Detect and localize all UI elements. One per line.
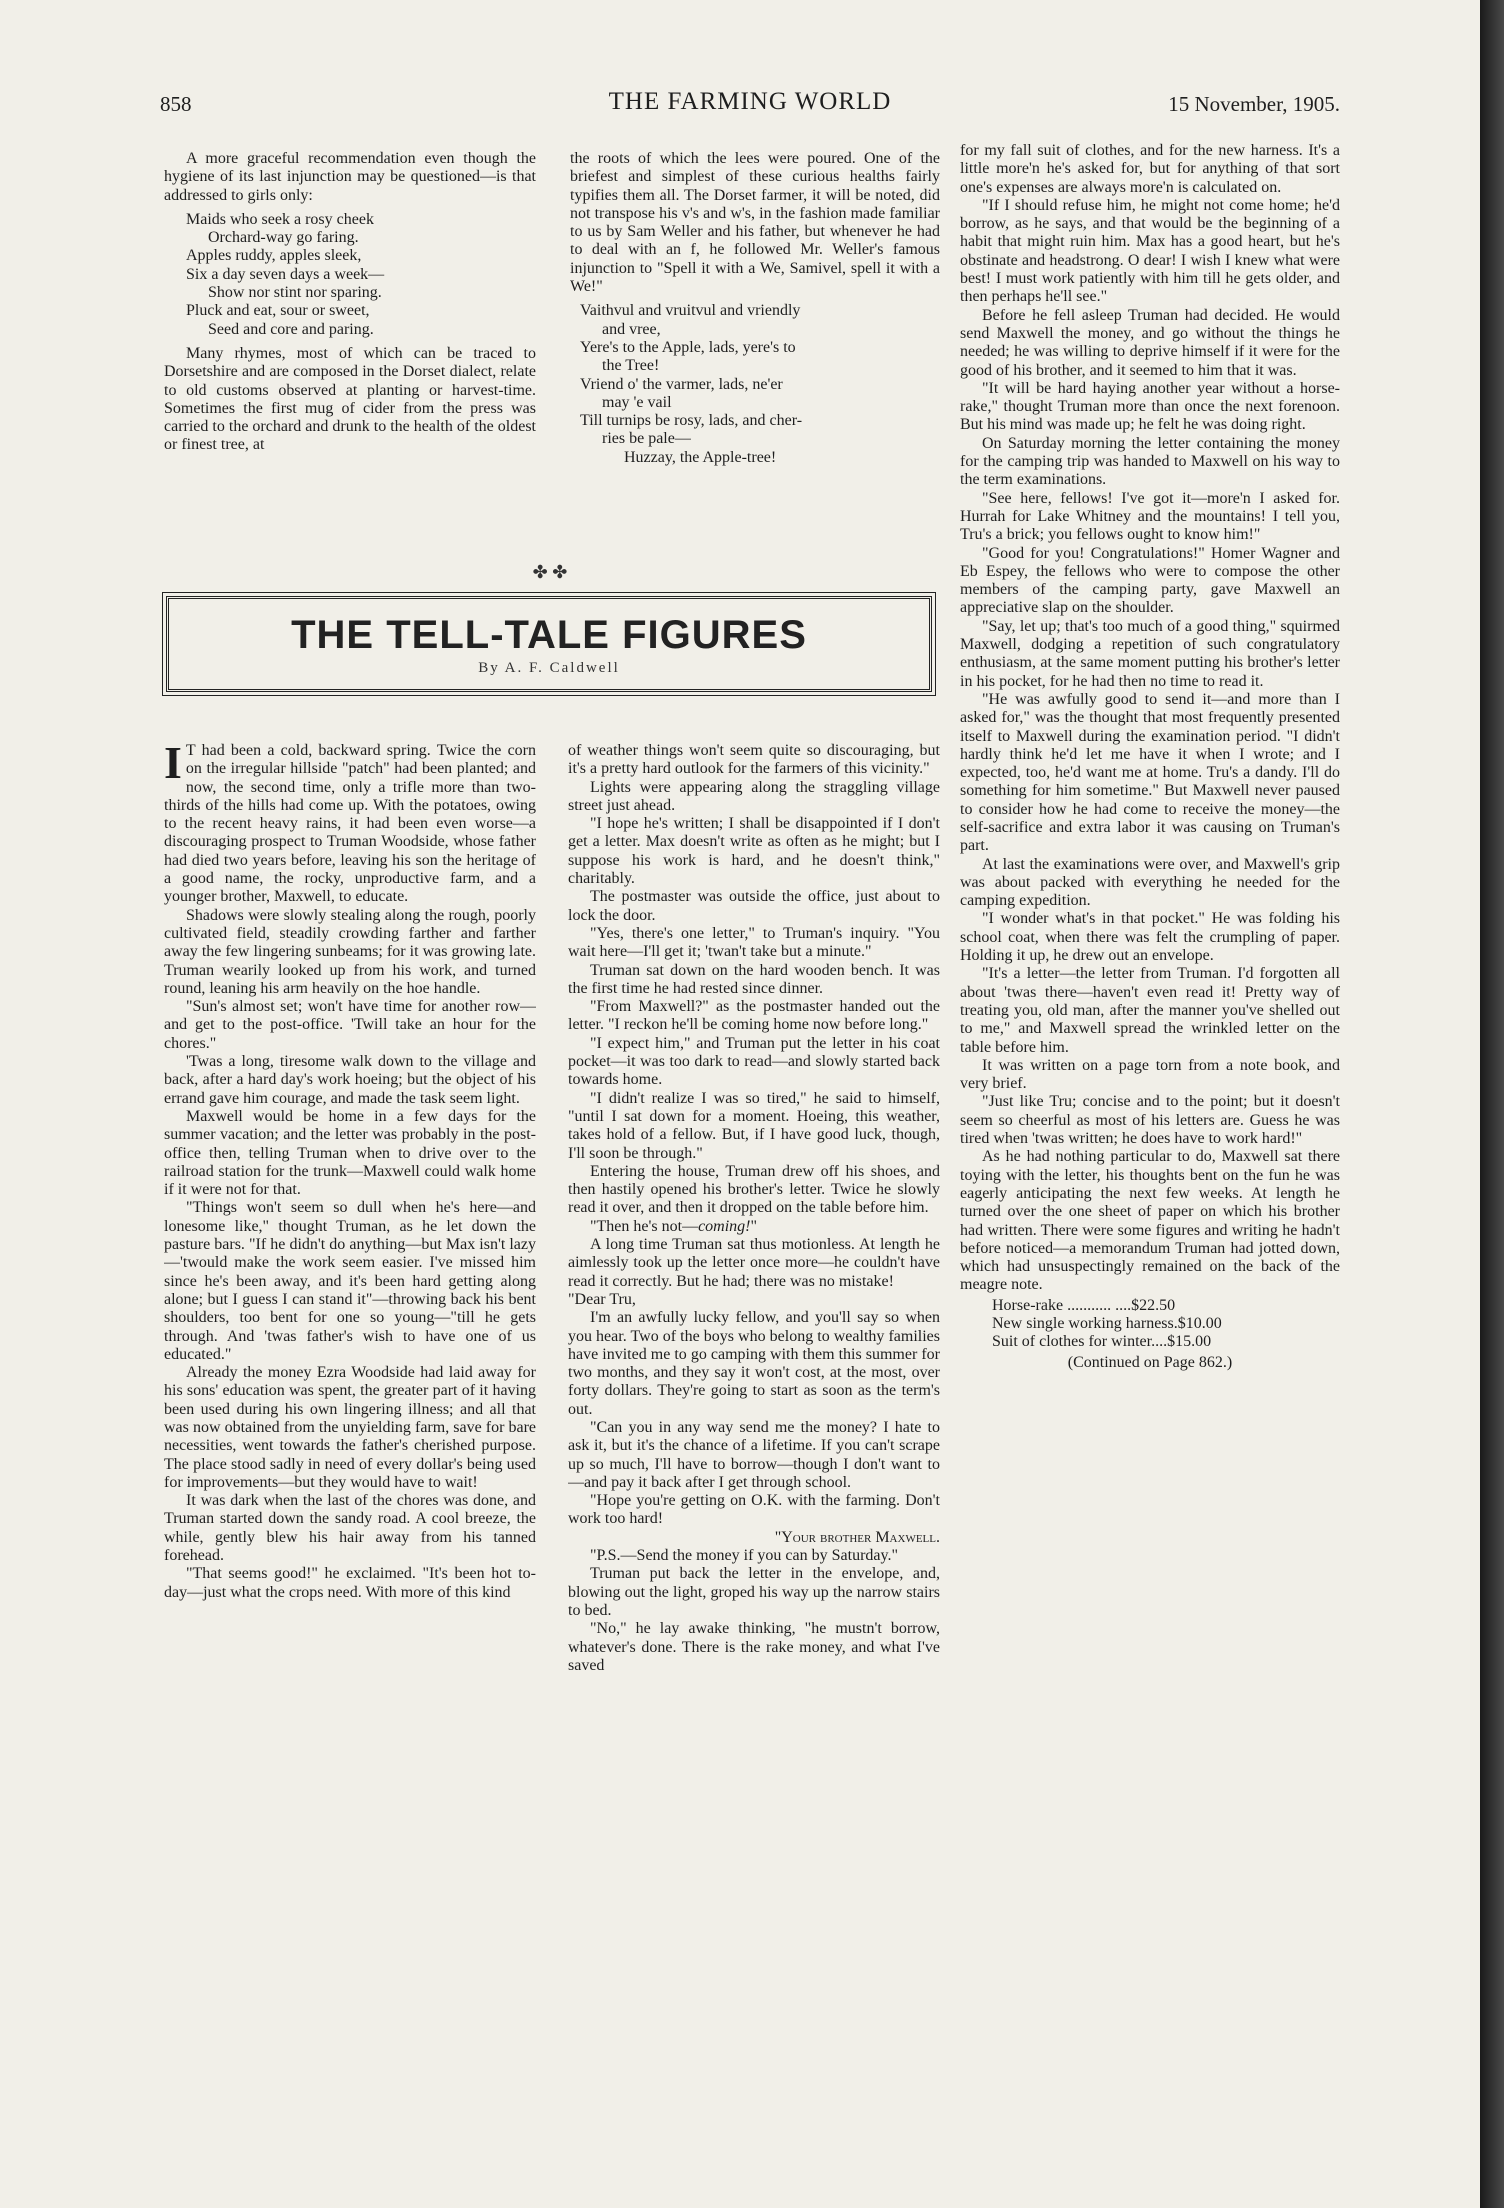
issue-date: 15 November, 1905.: [1168, 92, 1340, 116]
paragraph-text: T had been a cold, backward spring. Twice the corn on the irregular hillside "patch" had been planted; and now, the second time, only a trifle more than two-thirds of the hills had come up. With the potatoes, owing to the recent heavy rains, it had been even worse—a discouraging prospect to Truman Woodside, whose father had died two years before, leaving his son the heritage of a good name, the rocky, unproductive farm, and a younger brother, Maxwell, to educate.: [164, 742, 536, 906]
letter-salutation: "Dear Tru,: [568, 1290, 636, 1308]
paragraph: "Can you in any way send me the money? I hate to ask it, but it's the chance of a lifetime. If you can't scrape up so much, I'll have to borrow—though I don't want to—and pay it back after I get through school.: [568, 1418, 940, 1491]
paragraph: "Good for you! Congratulations!" Homer Wagner and Eb Espey, the fellows who were to compose the other members of the camping party, gave Maxwell an appreciative slap on the shoulder.: [960, 544, 1340, 617]
poem-line: Apples ruddy, apples sleek,: [186, 247, 362, 265]
paragraph: Shadows were slowly stealing along the rough, poorly cultivated field, steadily crowding farther and farther away the few lingering sunbeams; for it was growing late. Truman wearily looked up from his work, and turned round, leaning his arm heavily on the hoe handle.: [164, 906, 536, 997]
paragraph: [164, 742, 536, 907]
magazine-title: THE FARMING WORLD: [608, 88, 892, 115]
paragraph: Truman put back the letter in the envelope, and, blowing out the light, groped his way up the narrow stairs to bed.: [568, 1565, 940, 1619]
paragraph: "If I should refuse him, he might not come home; he'd borrow, as he says, and that would be the beginning of a habit that might ruin him. Max has a good heart, but he's obstinate and headstrong. O dear! I wish I knew what were best! I must work patiently with him till he gets older, and then perhaps he'll see.": [960, 196, 1340, 306]
poem-line: ries be pale—: [602, 430, 691, 448]
paragraph: "He was awfully good to send it—and more than I asked for," was the thought that most frequently presented itself to Maxwell during the examination period. "I didn't hardly think he'd let me have it when I wrote; and I expected, too, he'd want me at home. Tru's a dandy. I'll do something for him sometime." But Maxwell never paused to consider how he had come to receive the money—the self-sacrifice and extra labor it was causing on Truman's part.: [960, 690, 1340, 855]
paragraph: I'm an awfully lucky fellow, and you'll say so when you hear. Two of the boys who belong to wealthy families have invited me to go camping with them this summer for two months, and they say it won't cost, at the most, over forty dollars. They're going to start as soon as the term's out.: [568, 1309, 940, 1418]
continued-notice: (Continued on Page 862.): [1067, 1353, 1233, 1371]
poem-line: Seed and core and paring.: [208, 320, 374, 338]
paragraph: At last the examinations were over, and Maxwell's grip was about packed with everything he needed for the camping expedition.: [960, 855, 1340, 910]
top-article-column-1: [164, 150, 536, 570]
story-column-left: [164, 742, 536, 2084]
story-title-box: [166, 596, 932, 692]
poem-line: Yere's to the Apple, lads, yere's to: [580, 338, 796, 356]
paragraph: The postmaster was outside the office, just about to lock the door.: [568, 888, 940, 924]
paragraph: for my fall suit of clothes, and for the new harness. It's a little more'n he's asked for, but for anything of that sort one's expenses are always more'n is calculated on.: [960, 142, 1340, 196]
poem-line: and vree,: [602, 320, 661, 338]
poem-line: the Tree!: [602, 357, 660, 375]
paragraph: "I expect him," and Truman put the letter in his coat pocket—it was too dark to read—and slowly started back towards home.: [568, 1034, 940, 1089]
paragraph: On Saturday morning the letter containing the money for the camping trip was handed to Maxwell on his way to the term examinations.: [960, 434, 1340, 489]
paragraph: "I didn't realize I was so tired," he said to himself, "until I sat down for a moment. Hoeing, this weather, takes hold of a fellow. But, if I have good luck, though, I'll soon be through.": [568, 1089, 940, 1162]
paragraph: Lights were appearing along the straggling village street just ahead.: [568, 778, 940, 814]
paragraph: "That seems good!" he exclaimed. "It's been hot to-day—just what the crops need. With more of this kind: [164, 1565, 536, 1601]
poem-line: Huzzay, the Apple-tree!: [624, 448, 777, 466]
paragraph: A more graceful recommendation even though the hygiene of its last injunction may be questioned—is that addressed to girls only:: [164, 150, 536, 204]
running-header: [160, 88, 1340, 124]
text: "Then he's not—: [590, 1217, 699, 1235]
paragraph: "From Maxwell?" as the postmaster handed out the letter. "I reckon he'll be coming home now before long.": [568, 998, 940, 1034]
paragraph: "Hope you're getting on O.K. with the farming. Don't work too hard!: [568, 1492, 940, 1528]
paragraph: "No," he lay awake thinking, "he mustn't borrow, whatever's done. There is the rake money, and what I've saved: [568, 1620, 940, 1674]
paragraph: Entering the house, Truman drew off his shoes, and then hastily opened his brother's letter. Twice he slowly read it over, and then it dropped on the table before him.: [568, 1162, 940, 1217]
top-article-column-2: [570, 150, 940, 570]
poem-line: may 'e vail: [602, 393, 672, 411]
letter-signature: "Your brother Maxwell.: [774, 1528, 940, 1546]
paragraph: "See here, fellows! I've got it—more'n I asked for. Hurrah for Lake Whitney and the mountains! I tell you, Tru's a brick; you fellows ought to know him!": [960, 489, 1340, 544]
story-title: THE TELL-TALE FIGURES: [291, 613, 807, 657]
paragraph: "Yes, there's one letter," to Truman's inquiry. "You wait here—I'll get it; 'twan't take but a minute.": [568, 924, 940, 961]
poem-line: Show nor stint nor sparing.: [208, 284, 382, 302]
paragraph: Already the money Ezra Woodside had laid away for his sons' education was spent, the greater part of it having been used during his own lingering illness; and all that was now obtained from the unyielding farm, save for bare necessities, went towards the father's cherished purpose. The place stood sadly in need of every dollar's being used for improvements—but they would have to wait!: [164, 1364, 536, 1491]
poem-dorset: [580, 302, 940, 467]
page-edge-shadow: [1480, 0, 1504, 2208]
story-column-middle: [568, 742, 940, 2084]
paragraph: "It will be hard haying another year without a horse-rake," thought Truman more than once the next forenoon. But his mind was made up; he felt he was doing right.: [960, 379, 1340, 434]
paragraph: 'Twas a long, tiresome walk down to the village and back, after a hard day's work hoeing; but the object of his errand gave him courage, and made the task seem light.: [164, 1053, 536, 1107]
story-column-right: [960, 142, 1340, 1968]
paragraph: of weather things won't seem quite so discouraging, but it's a pretty hard outlook for the farmers of this vicinity.": [568, 742, 940, 778]
poem-line: Pluck and eat, sour or sweet,: [186, 302, 370, 320]
paragraph: "Say, let up; that's too much of a good thing," squirmed Maxwell, dodging a repetition of such congratulatory enthusiasm, at the same moment putting his brother's letter in his pocket, for he had then no time to read it.: [960, 617, 1340, 690]
poem-line: Six a day seven days a week—: [186, 265, 385, 283]
poem-line: Orchard-way go faring.: [208, 229, 359, 247]
poem-line: Till turnips be rosy, lads, and cher-: [580, 412, 803, 430]
paragraph: "I hope he's written; I shall be disappointed if I don't get a letter. Max doesn't write as often as he might; but I suppose his work is hard, and he doesn't think," charitably.: [568, 815, 940, 888]
paragraph: It was dark when the last of the chores was done, and Truman started down the sandy road. A cool breeze, the while, gently blew his hair away from his tanned forehead.: [164, 1492, 536, 1565]
page-number: 858: [160, 92, 192, 116]
paragraph: Many rhymes, most of which can be traced to Dorsetshire and are composed in the Dorset dialect, relate to old customs observed at planting or harvest-time. Sometimes the first mug of cider from the press was carried to the orchard and drunk to the health of the oldest or finest tree, at: [164, 344, 536, 454]
section-ornament: ✤ ✤: [532, 562, 568, 582]
paragraph: "Just like Tru; concise and to the point; but it doesn't seem so cheerful as most of his letters are. Guess he was tired when 'twas written; he does have to work hard!": [960, 1093, 1340, 1148]
paragraph: "P.S.—Send the money if you can by Saturday.": [590, 1547, 898, 1565]
paragraph: It was written on a page torn from a note book, and very brief.: [960, 1056, 1340, 1093]
text: ": [750, 1217, 758, 1235]
paragraph: As he had nothing particular to do, Maxwell sat there toying with the letter, his thoughts bent on the fun he was eagerly anticipating the next few weeks. At length he turned over the one sheet of paper on which his brother had written. There were some figures and writing he hadn't before noticed—a memorandum Truman had jotted down, which had unsuspectingly remained on the back of the meagre note.: [960, 1148, 1340, 1294]
paragraph: Maxwell would be home in a few days for the summer vacation; and the letter was probably in the post-office then, telling Truman when to drive over to the railroad station for the trunk—Maxwell could walk home if it were not for that.: [164, 1107, 536, 1199]
memorandum: [960, 1297, 1340, 1352]
poem-line: Vriend o' the varmer, lads, ne'er: [580, 375, 783, 393]
emphasis: coming!: [698, 1217, 751, 1235]
drop-cap: I: [164, 742, 182, 788]
paragraph: "Sun's almost set; won't have time for another row—and get to the post-office. 'Twill take an hour for the chores.": [164, 998, 536, 1052]
poem-girls: [186, 211, 536, 339]
paragraph: Truman sat down on the hard wooden bench. It was the first time he had rested since dinner.: [568, 961, 940, 997]
story-byline: By A. F. Caldwell: [478, 660, 620, 676]
paragraph: "I wonder what's in that pocket." He was folding his school coat, when there was felt the crumpling of paper. Holding it up, he drew out an envelope.: [960, 910, 1340, 965]
paragraph: A long time Truman sat thus motionless. At length he aimlessly took up the letter once more—he couldn't have read it correctly. But he had; there was no mistake!: [568, 1236, 940, 1290]
memo-line: New single working harness.$10.00: [992, 1315, 1222, 1332]
paragraph: the roots of which the lees were poured. One of the briefest and simplest of these curious healths fairly typifies them all. The Dorset farmer, it will be noted, did not transpose his v's and w's, in the fashion made familiar to us by Sam Weller and his father, but whenever he had to deal with an f, he followed Mr. Weller's famous injunction to "Spell it with a We, Samivel, spell it with a We!": [570, 150, 940, 296]
paragraph: Before he fell asleep Truman had decided. He would send Maxwell the money, and go without the things he needed; he was willing to deprive himself if it were for the good of his brother, and it seemed to him that it was.: [960, 306, 1340, 379]
memo-line: Horse-rake ........... ....$22.50: [992, 1296, 1176, 1314]
paragraph: "Things won't seem so dull when he's here—and lonesome like," thought Truman, as he let down the pasture bars. "If he didn't do anything—but Max isn't lazy—'twould make the work seem easier. I've missed him since he's been away, and it's been hard getting along alone; but I guess I can stand it"—throwing back his bent shoulders, too bent for one so young—"till he gets through. And 'twas father's wish to have one of us educated.": [164, 1199, 536, 1363]
memo-line: Suit of clothes for winter....$15.00: [992, 1333, 1212, 1351]
paragraph: "It's a letter—the letter from Truman. I'd forgotten all about 'twas there—haven't even read it! Pretty way of treating you, old man, after the manner you've shelled out to me," and Maxwell spread the wrinkled letter on the table before him.: [960, 965, 1340, 1056]
poem-line: Vaithvul and vruitvul and vriendly: [580, 302, 801, 320]
poem-line: Maids who seek a rosy cheek: [186, 210, 374, 228]
paragraph: [568, 1218, 940, 1236]
